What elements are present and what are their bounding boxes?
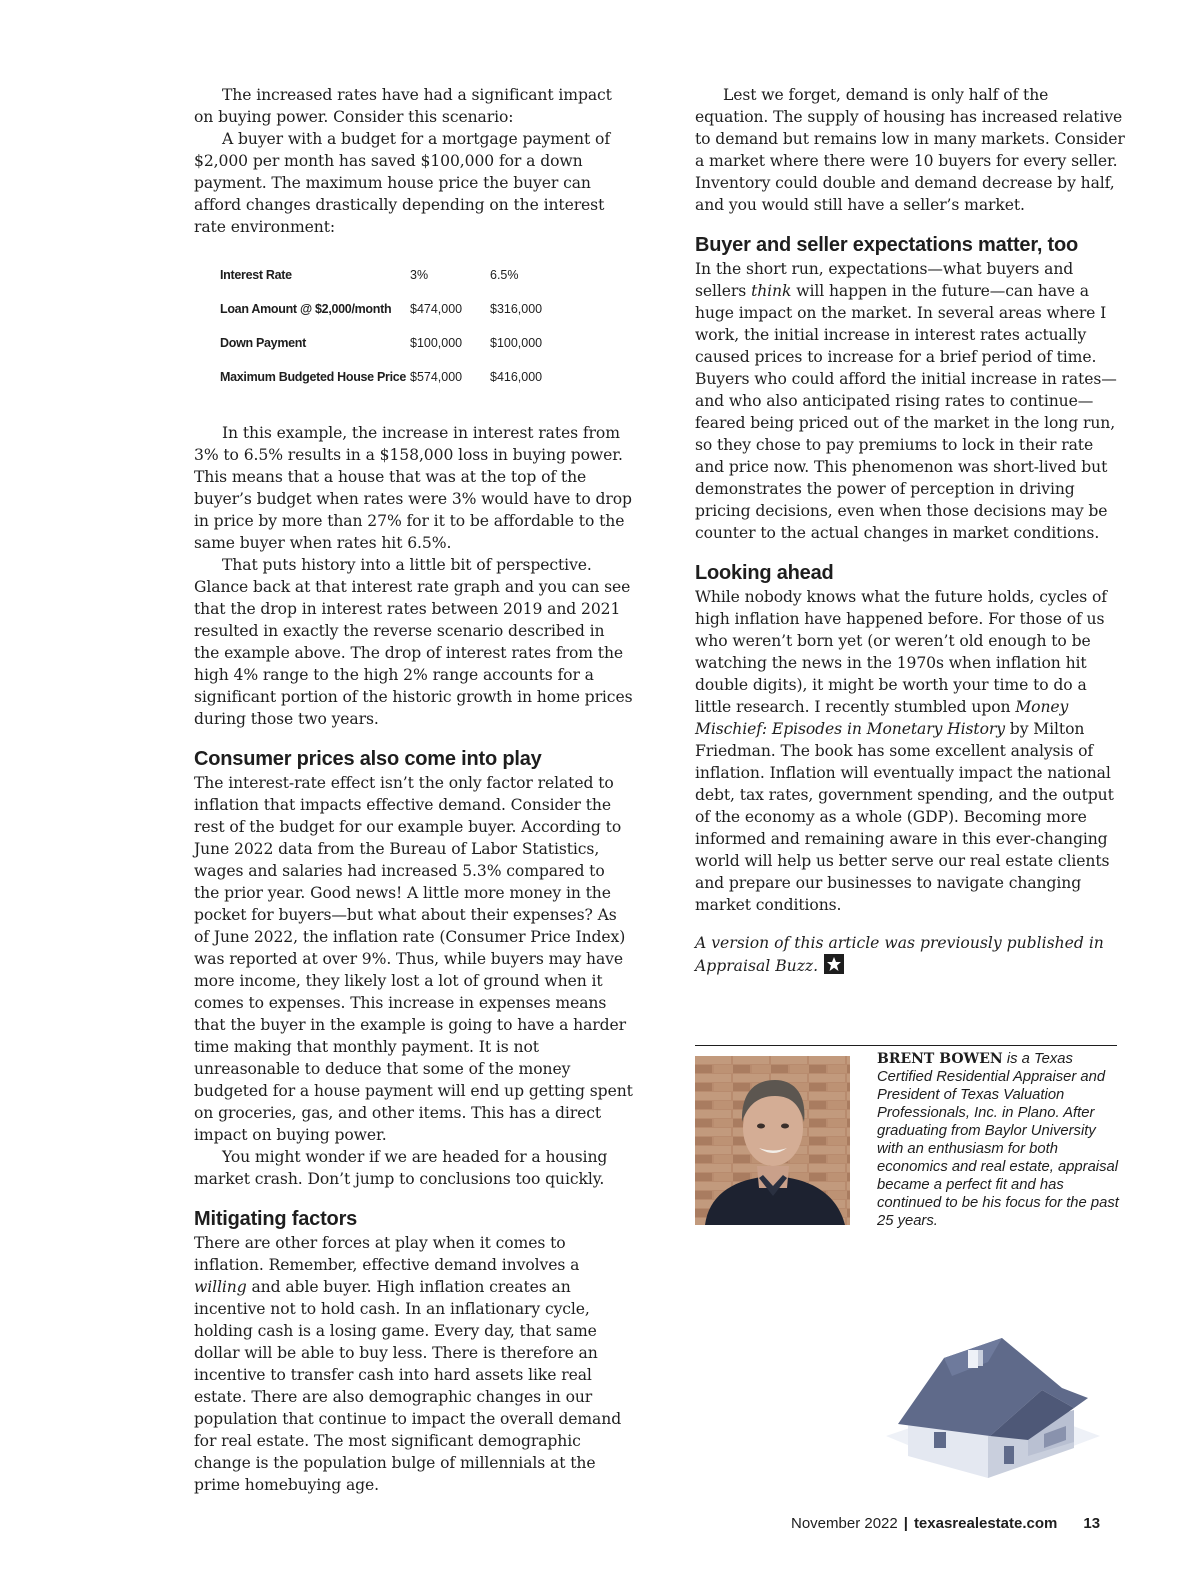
house-illustration <box>878 1328 1108 1478</box>
bio-text: is a Texas Certified Residential Appraiser and President of Texas Valuation Professionals, Inc. in Plano. After graduating from Baylor University with an enthusiasm for both economics and real estate, appraisal became a perfect fit and has continued to be his focus for the past 25 years. <box>877 1051 1119 1229</box>
right-column <box>695 84 1125 977</box>
buying-power-table <box>220 258 570 394</box>
table-cell: Maximum Budgeted House Price <box>220 370 407 384</box>
text-run: and able buyer. High inflation creates an incentive not to hold cash. In an inflationary cycle, holding cash is a losing game. Every day, that same dollar will be able to buy less. There is therefore an incentive to transfer cash into hard assets like real estate. There are also demographic changes in our population that continue to impact the overall demand for real estate. The most significant demographic change is the population bulge of millennials at the prime homebuying age. <box>194 1278 622 1494</box>
table-cell: $100,000 <box>410 336 463 350</box>
body-paragraph <box>695 258 1125 544</box>
table-row <box>220 326 570 360</box>
body-paragraph: The increased rates have had a significant impact on buying power. Consider this scenario: <box>194 86 612 126</box>
section-heading: Mitigating factors <box>194 1208 358 1230</box>
table-cell: Down Payment <box>220 336 306 350</box>
page-number: 13 <box>1083 1515 1101 1532</box>
page-footer <box>791 1515 1100 1532</box>
section-heading: Looking ahead <box>695 562 834 584</box>
body-paragraph: Lest we forget, demand is only half of the equation. The supply of housing has increased relative to demand but remains low in many markets. Consider a market where there were 10 buyers for every seller. Inventory could double and demand decrease by half, and you would still have a seller’s market. <box>695 86 1125 214</box>
table-header-cell: Interest Rate <box>220 268 292 282</box>
author-name: BRENT BOWEN <box>877 1051 1003 1067</box>
bio-divider <box>695 1045 1117 1046</box>
table-cell: $316,000 <box>490 302 543 316</box>
body-paragraph: A buyer with a budget for a mortgage payment of $2,000 per month has saved $100,000 for a down payment. The maximum house price the buyer can afford changes drastically depending on the interest rate environment: <box>194 130 610 236</box>
text-run: by Milton Friedman. The book has some excellent analysis of inflation. Inflation will eventually impact the national debt, tax rates, government spending, and the output of the economy as a whole (GDP). Becoming more informed and remaining aware in this ever-changing world will help us better serve our real estate clients and prepare our businesses to navigate changing market conditions. <box>695 720 1114 914</box>
table-cell: $100,000 <box>490 336 543 350</box>
table-header-cell: 6.5% <box>490 268 519 282</box>
end-mark-star-icon <box>824 954 844 974</box>
table-cell: $574,000 <box>410 370 463 384</box>
table-row <box>220 292 570 326</box>
section-heading: Buyer and seller expectations matter, too <box>695 234 1079 256</box>
left-column <box>194 84 634 1496</box>
text-run: will happen in the future—can have a huge impact on the market. In several areas where I work, the initial increase in interest rates actually caused prices to increase for a brief period of time. Buyers who could afford the initial increase in rates—and who also anticipated rising rates to continue—feared being priced out of the market in the long run, so they chose to pay premiums to lock in their rate and price now. This phenomenon was short-lived but demonstrates the power of perception in driving pricing decisions, even when those decisions may be counter to the actual changes in market conditions. <box>695 282 1117 542</box>
body-paragraph: You might wonder if we are headed for a housing market crash. Don’t jump to conclusions too quickly. <box>194 1148 608 1188</box>
table-cell: $474,000 <box>410 302 463 316</box>
table-cell: Loan Amount @ $2,000/month <box>220 302 392 316</box>
text-run: While nobody knows what the future holds, cycles of high inflation have happened before. For those of us who weren’t born yet (or weren’t old enough to be watching the news in the 1970s when inflation hit double digits), it might be worth your time to do a little research. I recently stumbled upon <box>695 588 1107 716</box>
body-paragraph: The interest-rate effect isn’t the only factor related to inflation that impacts effective demand. Consider the rest of the budget for our example buyer. According to June 2022 data from the Bureau of Labor Statistics, wages and salaries had increased 5.3% compared to the prior year. Good news! A little more money in the pocket for buyers—but what about their expenses? As of June 2022, the inflation rate (Consumer Price Index) was reported at over 9%. Thus, while buyers may have more income, they likely lost a lot of ground when it comes to expenses. This increase in expenses means that the buyer in the example is going to have a harder time making that monthly payment. It is not unreasonable to deduce that some of the money budgeted for a house payment will end up getting spent on groceries, gas, and other items. This has a direct impact on buying power. <box>194 774 633 1144</box>
table-header-row <box>220 258 570 292</box>
issue-date: November 2022 <box>791 1515 898 1532</box>
section-heading: Consumer prices also come into play <box>194 748 542 770</box>
body-paragraph <box>194 1232 634 1496</box>
author-bio <box>877 1050 1122 1230</box>
body-paragraph: In this example, the increase in interest rates from 3% to 6.5% results in a $158,000 loss in buying power. This means that a house that was at the top of the buyer’s budget when rates were 3% would have to drop in price by more than 27% for it to be affordable to the same buyer when rates hit 6.5%. <box>194 424 632 552</box>
book-title: Money Mischief: Episodes in Monetary History <box>695 698 1069 738</box>
text-run: In the short run, expectations—what buyers and sellers <box>695 260 1074 300</box>
body-paragraph <box>695 586 1125 916</box>
website-link[interactable]: texasrealestate.com <box>913 1515 1058 1532</box>
text-run: There are other forces at play when it comes to inflation. Remember, effective demand involves a <box>194 1234 580 1274</box>
credit-text: A version of this article was previously published in Appraisal Buzz. <box>695 934 1104 975</box>
table-row <box>220 360 570 394</box>
emphasis-text: think <box>751 282 792 300</box>
emphasis-text: willing <box>194 1278 247 1296</box>
publication-credit <box>695 932 1125 977</box>
author-photo <box>695 1056 850 1225</box>
body-paragraph: That puts history into a little bit of perspective. Glance back at that interest rate graph and you can see that the drop in interest rates between 2019 and 2021 resulted in exactly the reverse scenario described in the example above. The drop of interest rates from the high 4% range to the high 2% range accounts for a significant portion of the historic growth in home prices during those two years. <box>194 556 633 728</box>
table-cell: $416,000 <box>490 370 543 384</box>
footer-separator: | <box>903 1515 908 1532</box>
table-header-cell: 3% <box>410 268 429 282</box>
